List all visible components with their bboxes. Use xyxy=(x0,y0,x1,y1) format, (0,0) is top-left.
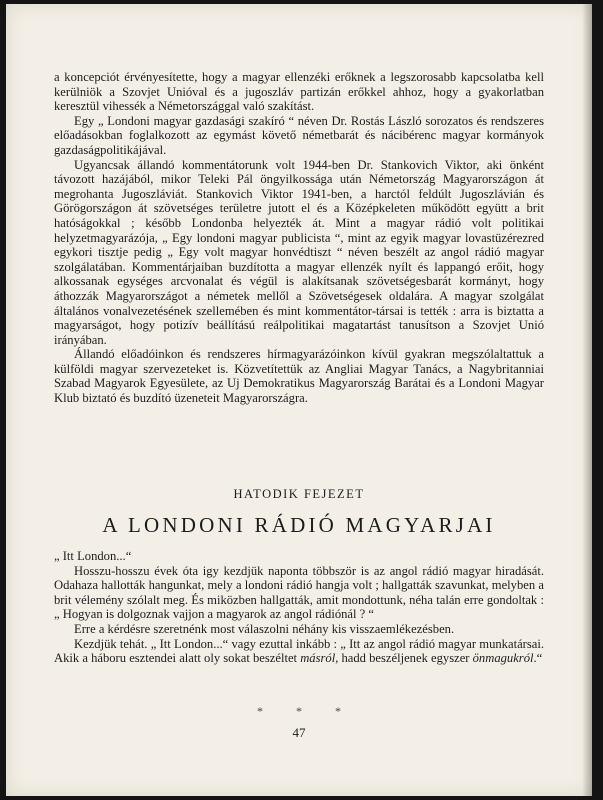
body-text xyxy=(54,70,544,406)
emphasis: önmagukról xyxy=(472,651,534,666)
paragraph: „ Itt London...“ xyxy=(54,549,132,563)
text-run: .“ xyxy=(533,651,543,666)
chapter-text xyxy=(54,549,544,666)
emphasis: másról xyxy=(300,651,336,666)
paragraph xyxy=(54,637,544,666)
chapter-title: A LONDONI RÁDIÓ MAGYARJAI xyxy=(102,513,496,537)
paragraph: Egy „ Londoni magyar gazdasági szakíró “ néven Dr. Rostás László sorozatos és rendszeres előadásokban foglalkozott az egymást követő németbarát és nácibérenc magyar kormányok gazdaságpolitikájával. xyxy=(54,113,544,157)
paragraph: Erre a kérdésre szeretnénk most válaszolni néhány kis visszaemlékezésben. xyxy=(74,621,455,636)
paragraph: a koncepciót érvényesítette, hogy a magyar ellenzéki erőknek a legszorosabb kapcsolatba kell kerülniök a Szovjet Unióval és a jugoszláv partizán erőkkel ahhoz, hogy a gyakorlatban keresztül vihessék a Németországgal való szakítást. xyxy=(54,70,544,114)
paragraph: Hosszu-hosszu évek óta igy kezdjük naponta többször is az angol rádió magyar hiradását. Odahaza hallották hangunkat, mely a londoni rádió hangja volt ; hallgatták szavunkat, melyben a brit vélemény szólalt meg. És miközben hallgatták, amit mondottunk, néha talán erre gondoltak : „ Hogyan is dolgoznak vajjon a magyarok az angol rádiónál ? “ xyxy=(54,563,544,622)
page-number: 47 xyxy=(292,725,306,740)
paragraph: Ugyancsak állandó kommentátorunk volt 1944-ben Dr. Stankovich Viktor, aki önként távozott hazájából, mikor Teleki Pál öngyilkossága után Németország Magyarországon át megrohanta Jugoszláviát. Stankovich Viktor 1941-ben, a harctól feldúlt Jugoszlávián és Görögországon át szövetséges területre jutott el és a Középkeleten működött együtt a brit hatóságokkal ; később Londonba helyezték át. Mint a magyar rádió volt politikai helyzetmagyarázója, „ Egy londoni magyar publicista “, mint az egyik magyar lovastüzérezred egykori tisztje pedig „ Egy volt magyar honvédtiszt “ néven beszélt az angol rádió magyar szolgálatában. Kommentárjaiban buzdította a magyar ellenzék nyílt és lappangó erőit, hogy alkossanak egységes arcvonalat és végül is alakítsanak szövetségesbarát kormányt, hogy áthozzák Magyarországot a németek mellől a Szövetségesek oldalára. A magyar szolgálat általános vonalvezetésének szellemében és mint kommentátor-társai is tették : arra is biztatta a magyarságot, hogy potizív beállítású reálpolitikai magatartást tanusítson a Szovjet Unió irányában. xyxy=(54,157,544,347)
section-break: * * * xyxy=(257,704,341,718)
book-page xyxy=(6,4,592,796)
chapter-label: HATODIK FEJEZET xyxy=(233,487,365,501)
text-run: Kezdjük tehát. „ Itt London...“ vagy ezuttal inkább : „ Itt az angol rádió magyar munkatársai. Akik a háboru esztendei alatt oly sokat beszéltet xyxy=(54,636,544,666)
text-run: , hadd beszéljenek egyszer xyxy=(335,651,473,666)
paragraph: Állandó előadóinkon és rendszeres hírmagyarázóinkon kívül gyakran megszólaltattuk a külföldi magyar szervezeteket is. Közvetítettük az Angliai Magyar Tanács, a Nagybritanniai Szabad Magyarok Egyesülete, az Uj Demokratikus Magyarország Barátai és a Londoni Magyar Klub biztató és buzdító üzeneteit Magyarországra. xyxy=(54,347,544,406)
